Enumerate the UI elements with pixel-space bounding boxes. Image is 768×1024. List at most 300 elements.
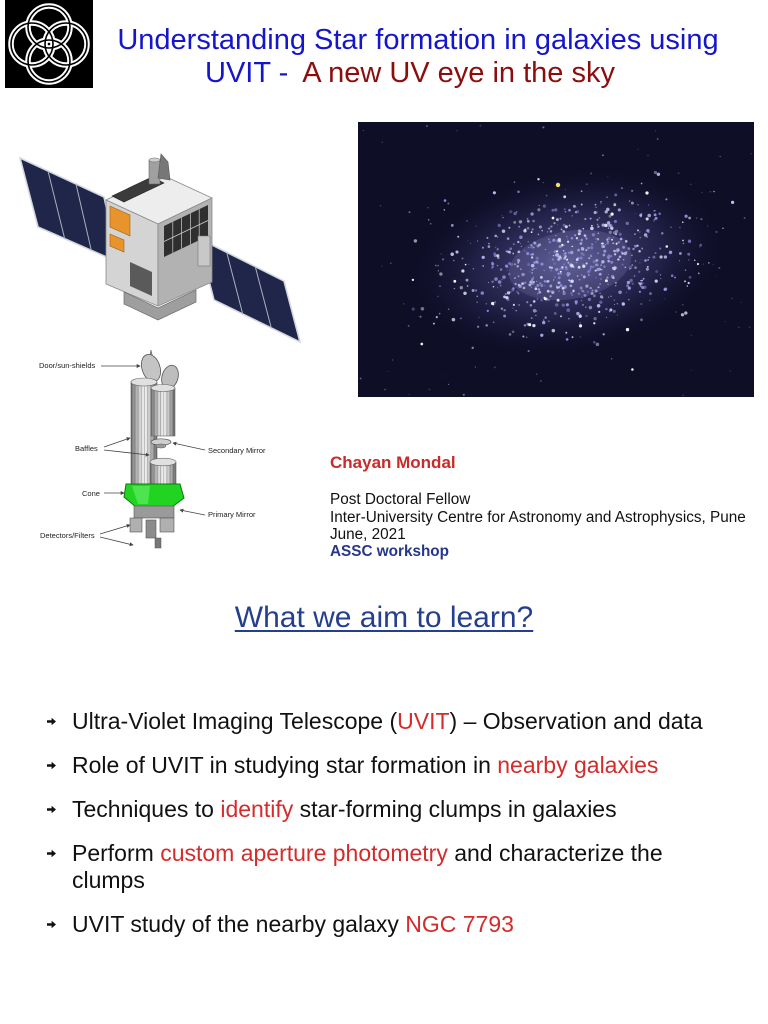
uv-clump xyxy=(607,283,609,285)
background-star xyxy=(542,126,544,128)
background-star xyxy=(448,384,449,385)
uv-clump xyxy=(606,276,608,278)
uv-clump xyxy=(641,248,643,250)
uv-clump xyxy=(595,289,598,292)
title-line-2-blue: UVIT - xyxy=(205,57,289,89)
uv-clump xyxy=(699,244,702,247)
uv-clump xyxy=(581,252,584,255)
uv-clump xyxy=(628,299,630,301)
aim-highlight: NGC 7793 xyxy=(405,911,514,937)
uv-clump xyxy=(577,249,580,252)
uv-clump xyxy=(532,324,535,327)
uv-clump xyxy=(568,318,569,319)
uv-clump xyxy=(564,252,566,254)
uv-clump xyxy=(613,310,616,313)
uv-clump xyxy=(637,229,639,231)
uv-clump xyxy=(551,266,554,269)
uv-clump xyxy=(495,247,497,249)
uv-clump xyxy=(646,236,648,238)
uv-clump xyxy=(516,265,519,268)
arrow-right-icon-graphic xyxy=(47,805,56,814)
uv-clump xyxy=(623,252,627,256)
uv-clump xyxy=(478,317,479,318)
uv-clump xyxy=(487,310,489,312)
uv-clump xyxy=(488,245,491,248)
uv-clump xyxy=(556,254,559,257)
background-star xyxy=(637,149,638,150)
aim-text: ) – Observation and data xyxy=(449,708,703,734)
background-star xyxy=(750,153,751,154)
uv-clump xyxy=(421,307,425,311)
uv-clump xyxy=(592,266,594,268)
uv-clump xyxy=(597,226,599,228)
uv-clump xyxy=(540,334,543,337)
background-star xyxy=(715,276,716,277)
uv-clump xyxy=(649,300,650,301)
background-star xyxy=(678,172,680,174)
uv-clump xyxy=(674,277,676,279)
uv-clump xyxy=(466,279,469,282)
uv-clump xyxy=(629,279,632,282)
uv-clump xyxy=(568,252,570,254)
uv-clump xyxy=(625,267,627,269)
uv-clump xyxy=(566,274,567,275)
uv-clump xyxy=(593,317,596,320)
background-star xyxy=(384,389,386,391)
uv-clump xyxy=(565,189,566,190)
solar-panel-left xyxy=(20,158,118,262)
uv-clump xyxy=(531,317,533,319)
uv-clump xyxy=(498,280,502,284)
uv-clump xyxy=(534,268,535,269)
uv-clump xyxy=(586,184,587,185)
uv-clump xyxy=(583,249,584,250)
background-star xyxy=(540,380,542,382)
uv-clump xyxy=(526,337,528,339)
uv-clump xyxy=(550,225,552,227)
uv-clump xyxy=(486,237,488,239)
uv-clump xyxy=(518,284,520,286)
title-line-1: Understanding Star formation in galaxies using xyxy=(117,24,719,56)
uv-clump xyxy=(593,260,596,263)
uv-clump xyxy=(697,264,698,265)
uv-clump xyxy=(556,250,558,252)
uv-clump xyxy=(512,308,513,309)
detector-box xyxy=(155,538,161,548)
uv-clump xyxy=(548,299,550,301)
uv-clump xyxy=(643,278,645,280)
label-baffles: Baffles xyxy=(75,444,98,453)
background-star xyxy=(363,130,364,131)
detectors-arrow xyxy=(100,537,133,545)
uv-clump xyxy=(544,316,547,319)
uv-clump xyxy=(491,263,494,266)
uv-clump xyxy=(584,218,586,220)
uv-clump xyxy=(621,187,623,189)
uv-clump xyxy=(530,254,532,256)
uv-clump xyxy=(544,270,545,271)
uv-clump xyxy=(591,243,593,245)
aim-text: star-forming clumps in galaxies xyxy=(293,796,617,822)
uv-clump xyxy=(467,285,469,287)
uv-clump xyxy=(578,232,581,235)
uv-clump xyxy=(551,209,554,212)
uv-clump xyxy=(536,281,537,282)
uv-clump xyxy=(554,208,557,211)
uv-clump xyxy=(530,304,533,307)
uv-clump xyxy=(649,257,650,258)
aim-text: Ultra-Violet Imaging Telescope ( xyxy=(72,708,398,734)
uv-clump xyxy=(609,231,612,234)
uv-clump xyxy=(561,266,563,268)
uv-clump xyxy=(617,258,619,260)
uv-clump xyxy=(654,219,656,221)
uv-clump xyxy=(592,233,595,236)
uv-clump xyxy=(597,304,601,308)
uv-clump xyxy=(581,274,582,275)
uv-clump xyxy=(437,296,439,298)
uv-clump xyxy=(655,252,657,254)
uv-clump xyxy=(506,298,509,301)
uv-clump xyxy=(581,300,582,301)
uv-clump xyxy=(517,275,519,277)
uv-clump xyxy=(476,296,477,297)
uv-clump xyxy=(581,190,583,192)
uv-clump xyxy=(675,311,676,312)
uv-clump xyxy=(571,293,572,294)
uv-clump xyxy=(585,315,587,317)
background-star xyxy=(602,154,604,156)
uv-clump xyxy=(506,265,509,268)
uv-clump xyxy=(507,237,510,240)
detector-box xyxy=(130,518,142,532)
uv-clump xyxy=(565,332,567,334)
uv-clump xyxy=(550,270,552,272)
uv-clump xyxy=(603,333,605,335)
uv-clump xyxy=(576,237,578,239)
uv-clump xyxy=(590,227,594,231)
uv-clump xyxy=(555,268,558,271)
uv-clump xyxy=(708,262,709,263)
uv-clump xyxy=(501,279,503,281)
uv-clump xyxy=(457,236,459,238)
uv-clump xyxy=(618,291,621,294)
uv-clump xyxy=(600,264,602,266)
uv-clump xyxy=(531,287,532,288)
aims-list xyxy=(72,708,727,955)
background-star xyxy=(428,219,430,221)
telescope-tube-lower xyxy=(150,458,176,486)
uv-clump xyxy=(455,250,458,253)
uv-clump xyxy=(606,242,609,245)
uv-clump xyxy=(599,293,601,295)
uv-clump xyxy=(615,285,616,286)
uv-clump xyxy=(519,220,522,223)
uv-clump xyxy=(688,240,691,243)
uv-clump xyxy=(616,268,617,269)
uv-clump xyxy=(635,246,637,248)
uv-clump xyxy=(482,265,484,267)
uv-clump xyxy=(460,286,463,289)
uv-clump xyxy=(615,282,617,284)
uv-clump xyxy=(587,291,589,293)
uv-clump xyxy=(619,233,622,236)
uv-clump xyxy=(527,220,530,223)
uv-clump xyxy=(688,282,690,284)
side-cylinder xyxy=(198,236,210,266)
uv-clump xyxy=(541,230,543,232)
uv-clump xyxy=(630,268,631,269)
uv-clump xyxy=(571,237,574,240)
uv-clump xyxy=(549,285,552,288)
background-star xyxy=(720,156,721,157)
uv-clump xyxy=(525,229,527,231)
uv-clump xyxy=(568,262,570,264)
uv-clump xyxy=(597,238,600,241)
uv-clump xyxy=(590,218,592,220)
arrow-right-icon xyxy=(47,805,56,814)
uv-clump xyxy=(597,212,598,213)
uv-clump xyxy=(713,191,715,193)
detector-base xyxy=(134,506,174,518)
uv-clump xyxy=(515,283,517,285)
instrument-tube-top xyxy=(149,158,160,162)
uv-clump xyxy=(653,210,654,211)
uv-clump xyxy=(420,343,423,346)
uv-clump xyxy=(599,283,600,284)
uv-clump xyxy=(669,251,672,254)
uv-clump xyxy=(640,285,642,287)
uv-clump xyxy=(548,241,551,244)
uv-clump xyxy=(527,263,530,266)
uv-clump xyxy=(529,271,530,272)
arrow-right-icon-graphic xyxy=(47,717,56,726)
uv-clump xyxy=(572,290,574,292)
uv-clump xyxy=(560,315,562,317)
uv-clump xyxy=(620,238,623,241)
uv-clump xyxy=(718,267,720,269)
uv-clump xyxy=(559,273,561,275)
uv-clump xyxy=(611,213,614,216)
uv-clump xyxy=(661,232,663,234)
uv-clump xyxy=(521,246,522,247)
arrow-right-icon-shape xyxy=(47,762,56,769)
uv-clump xyxy=(497,265,498,266)
background-star xyxy=(445,375,446,376)
uv-clump xyxy=(597,286,599,288)
uv-clump xyxy=(453,260,455,262)
uv-clump xyxy=(566,338,569,341)
uv-clump xyxy=(570,284,573,287)
background-star xyxy=(683,395,684,396)
background-star xyxy=(392,359,393,360)
uv-clump xyxy=(538,234,540,236)
uv-clump xyxy=(665,198,667,200)
uv-clump xyxy=(564,208,566,210)
uv-clump xyxy=(588,274,590,276)
baffles-arrow xyxy=(104,438,130,447)
uv-clump xyxy=(521,273,524,276)
uv-clump xyxy=(528,247,529,248)
title-line-2-red: A new UV eye in the sky xyxy=(302,57,615,89)
foreground-star xyxy=(556,183,560,187)
uv-clump xyxy=(722,228,723,229)
uv-clump xyxy=(601,245,604,248)
uv-clump xyxy=(503,315,506,318)
uv-clump xyxy=(554,312,557,315)
uv-clump xyxy=(579,324,582,327)
uv-clump xyxy=(453,280,456,283)
uv-clump xyxy=(547,290,550,293)
uv-clump xyxy=(644,259,647,262)
arrow-right-icon-graphic xyxy=(47,761,56,770)
uv-clump xyxy=(600,203,601,204)
uv-clump xyxy=(648,204,649,205)
uv-clump xyxy=(563,195,566,198)
background-star xyxy=(381,265,382,266)
uv-clump xyxy=(520,268,522,270)
uv-clump xyxy=(437,265,439,267)
uv-clump xyxy=(646,229,649,232)
uv-clump xyxy=(552,259,555,262)
detector-box xyxy=(146,520,156,538)
uv-clump xyxy=(679,227,681,229)
uv-clump xyxy=(634,275,636,277)
uv-clump xyxy=(610,261,613,264)
uv-clump xyxy=(606,196,608,198)
aim-text: and characterize the clumps xyxy=(72,840,663,893)
uv-clump xyxy=(639,262,640,263)
uv-clump xyxy=(536,374,537,375)
uv-clump xyxy=(494,235,497,238)
aim-highlight: UVIT xyxy=(397,708,450,734)
uv-clump xyxy=(562,246,563,247)
uv-clump xyxy=(439,313,441,315)
uv-clump xyxy=(536,257,539,260)
uv-clump xyxy=(530,245,533,248)
uv-clump xyxy=(566,259,568,261)
detector-assembly xyxy=(130,506,174,548)
uv-clump xyxy=(664,287,667,290)
uv-clump xyxy=(578,239,579,240)
uv-clump xyxy=(687,285,688,286)
uv-clump xyxy=(599,273,602,276)
uv-clump xyxy=(731,201,734,204)
uv-clump xyxy=(547,231,549,233)
uv-clump xyxy=(550,230,552,232)
background-star xyxy=(611,358,613,360)
uv-clump xyxy=(619,255,622,258)
uv-clump xyxy=(573,205,576,208)
uv-clump xyxy=(593,341,596,344)
uv-clump xyxy=(442,258,444,260)
uv-clump xyxy=(558,290,560,292)
uv-clump xyxy=(450,253,453,256)
uv-clump xyxy=(522,336,524,338)
uv-clump xyxy=(634,233,636,235)
background-star xyxy=(657,138,659,140)
uv-clump xyxy=(588,269,591,272)
uv-clump xyxy=(557,224,558,225)
uv-clump xyxy=(544,285,545,286)
uv-clump xyxy=(559,268,561,270)
uv-clump xyxy=(531,256,533,258)
uv-clump xyxy=(555,235,556,236)
uv-clump xyxy=(596,219,598,221)
background-star xyxy=(409,211,411,213)
uv-clump xyxy=(590,246,593,249)
uv-clump xyxy=(605,308,607,310)
uv-clump xyxy=(569,225,571,227)
uv-clump xyxy=(545,249,546,250)
uv-clump xyxy=(527,227,530,230)
uv-clump xyxy=(561,229,563,231)
uv-clump xyxy=(541,277,543,279)
uv-clump xyxy=(558,238,561,241)
uv-clump xyxy=(542,321,545,324)
uv-clump xyxy=(586,262,588,264)
galaxy-uv-image xyxy=(358,122,754,397)
background-star xyxy=(691,335,692,336)
label-secondary-mirror: Secondary Mirror xyxy=(208,446,266,455)
uv-clump xyxy=(595,241,597,243)
uv-clump xyxy=(546,195,548,197)
uv-clump xyxy=(500,268,503,271)
author-institute: Inter-University Centre for Astronomy and Astrophysics, Pune xyxy=(330,509,746,526)
uv-clump xyxy=(510,263,513,266)
uv-clump xyxy=(599,301,602,304)
uv-clump xyxy=(631,255,632,256)
uv-clump xyxy=(488,243,490,245)
uv-clump xyxy=(475,289,477,291)
uv-clump xyxy=(526,252,529,255)
uv-clump xyxy=(595,264,597,266)
arrow-right-icon-shape xyxy=(47,921,56,928)
uv-clump xyxy=(635,260,637,262)
uv-clump xyxy=(461,269,464,272)
uv-clump xyxy=(466,220,468,222)
background-star xyxy=(749,327,751,329)
label-primary-mirror: Primary Mirror xyxy=(208,510,256,519)
uv-clump xyxy=(561,244,563,246)
uv-clump xyxy=(514,277,516,279)
arrow-right-icon-shape xyxy=(47,850,56,857)
aim-text: Perform xyxy=(72,840,161,866)
uv-clump xyxy=(631,190,633,192)
uv-clump xyxy=(682,221,684,223)
uv-clump xyxy=(511,288,514,291)
uv-clump xyxy=(638,271,640,273)
uv-clump xyxy=(535,315,536,316)
detectors-arrow xyxy=(100,525,130,534)
uv-clump xyxy=(505,293,507,295)
uv-clump xyxy=(549,252,550,253)
uv-clump xyxy=(492,266,494,268)
uv-clump xyxy=(659,248,661,250)
uv-clump xyxy=(579,242,582,245)
uv-clump xyxy=(600,295,603,298)
uv-clump xyxy=(536,298,538,300)
uv-clump xyxy=(444,199,447,202)
uv-clump xyxy=(683,243,685,245)
background-star xyxy=(463,394,465,396)
uv-clump xyxy=(550,295,551,296)
uv-clump xyxy=(532,269,534,271)
aim-item xyxy=(72,796,727,823)
uv-clump xyxy=(618,208,621,211)
uv-clump xyxy=(508,273,511,276)
uv-clump xyxy=(494,301,496,303)
